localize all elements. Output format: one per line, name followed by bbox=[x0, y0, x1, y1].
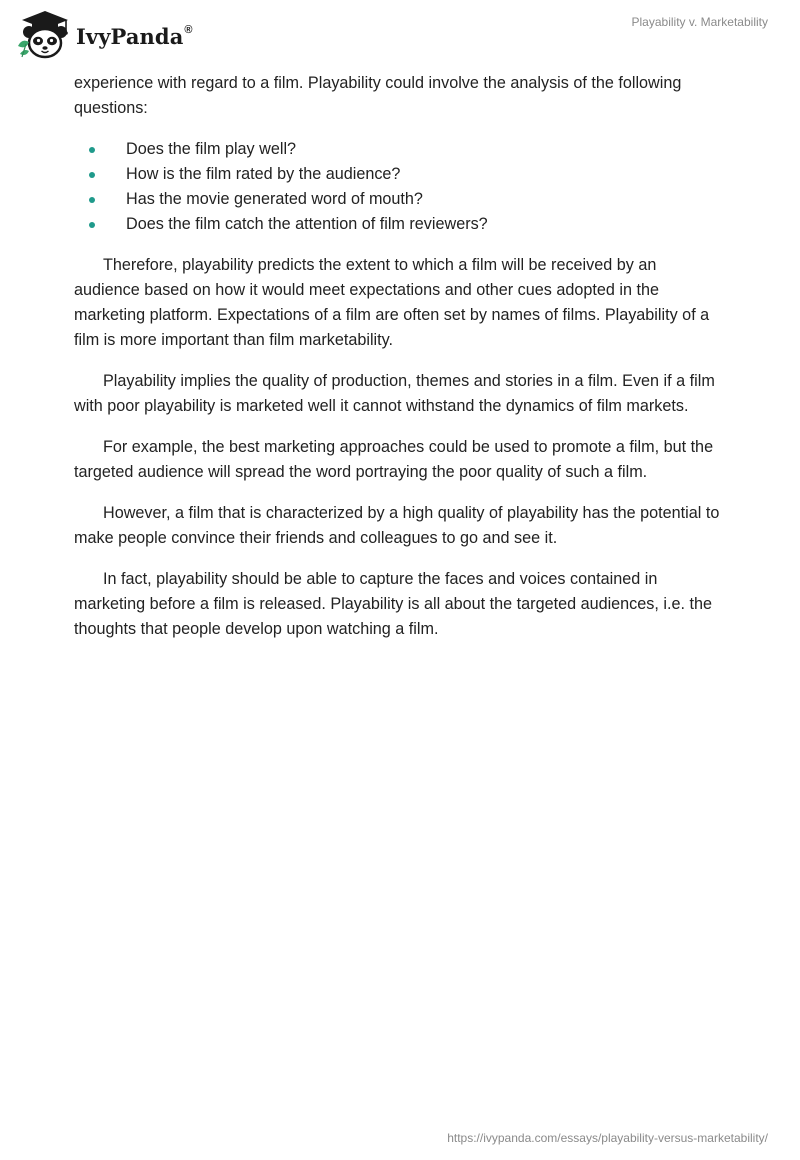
paragraph: However, a film that is characterized by a high quality of playability has the potential to make people convince their friends and colleagues to go and see it. bbox=[74, 504, 720, 547]
list-item bbox=[74, 212, 726, 237]
list-item bbox=[74, 162, 726, 187]
paragraph: In fact, playability should be able to capture the faces and voices contained in marketing before a film is released. Playability is all about the targeted audiences, i.e. the thoughts that people develop upon watching a film. bbox=[74, 570, 712, 638]
question-list bbox=[74, 137, 726, 237]
bullet-dot-icon bbox=[89, 147, 95, 153]
registered-mark: ® bbox=[184, 23, 193, 36]
essay-body bbox=[74, 71, 726, 658]
intro-paragraph: experience with regard to a film. Playability could involve the analysis of the following questions: bbox=[74, 74, 682, 117]
paragraph: Playability implies the quality of production, themes and stories in a film. Even if a film with poor playability is marketed well it cannot withstand the dynamics of film markets. bbox=[74, 372, 715, 415]
footer-url-link[interactable]: https://ivypanda.com/essays/playability-versus-marketability/ bbox=[447, 1131, 768, 1145]
document-title: Playability v. Marketability bbox=[631, 15, 768, 29]
bullet-dot-icon bbox=[89, 197, 95, 203]
list-item-text: Does the film play well? bbox=[126, 140, 297, 158]
list-item-text: Has the movie generated word of mouth? bbox=[126, 190, 423, 208]
paragraph: Therefore, playability predicts the extent to which a film will be received by an audience based on how it would meet expectations and other cues adopted in the marketing platform. Expectations of a film are often set by names of films. Playability of a film is more important than film marketability. bbox=[74, 256, 710, 349]
list-item-text: Does the film catch the attention of film reviewers? bbox=[126, 215, 488, 233]
list-item bbox=[74, 137, 726, 162]
list-item-text: How is the film rated by the audience? bbox=[126, 165, 401, 183]
bullet-dot-icon bbox=[89, 172, 95, 178]
paragraph: For example, the best marketing approaches could be used to promote a film, but the targeted audience will spread the word portraying the poor quality of such a film. bbox=[74, 438, 714, 481]
list-item bbox=[74, 187, 726, 212]
brand-name: IvyPanda® bbox=[76, 23, 193, 49]
page-header bbox=[0, 0, 800, 70]
ivypanda-logo[interactable] bbox=[16, 8, 193, 60]
panda-graduate-logo-icon bbox=[16, 8, 74, 60]
bullet-dot-icon bbox=[89, 222, 95, 228]
